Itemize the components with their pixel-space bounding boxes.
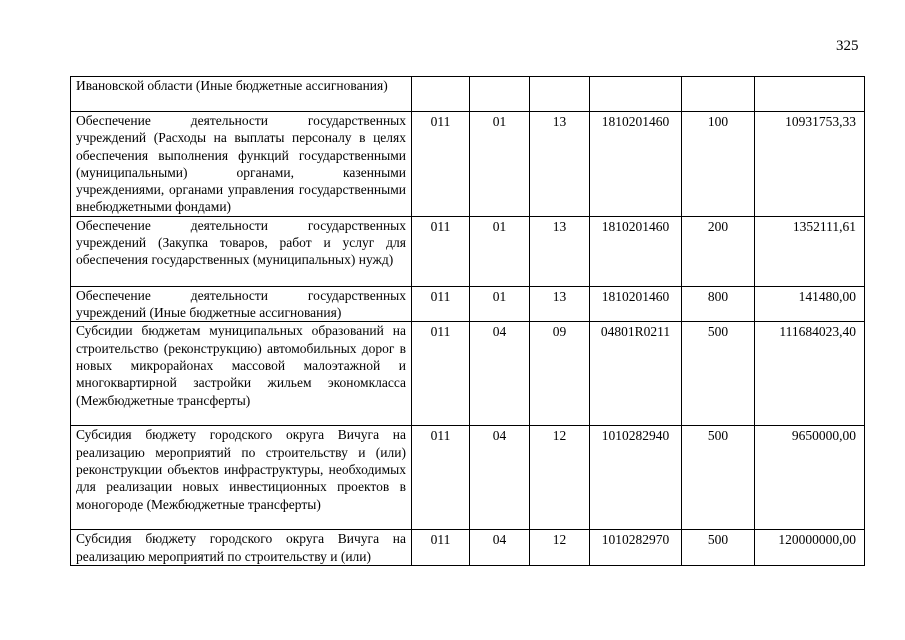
target-code-cell: 1010282940 <box>590 426 682 530</box>
table-row <box>71 530 865 566</box>
ministry-code-cell: 011 <box>412 322 470 426</box>
ministry-code-cell: 011 <box>412 286 470 322</box>
amount-cell: 111684023,40 <box>755 322 865 426</box>
ministry-code-cell: 011 <box>412 112 470 217</box>
amount-cell: 120000000,00 <box>755 530 865 566</box>
row-name-cell: Обеспечение деятельности государственных учреждений (Расходы на выплаты персоналу в целях обеспечения выполнения функций государственными (муниципальными) органами, казенными учреждениями, органами управления государственными внебюджетными фондами) <box>71 112 412 217</box>
target-code-cell <box>590 77 682 112</box>
target-code-cell: 1810201460 <box>590 286 682 322</box>
table-row <box>71 426 865 530</box>
ministry-code-cell <box>412 77 470 112</box>
section-code-cell: 04 <box>470 322 530 426</box>
row-name-cell: Субсидии бюджетам муниципальных образований на строительство (реконструкцию) автомобильных дорог в новых микрорайонах массовой малоэтажной и многоквартирной застройки жильем экономкласса (Межбюджетные трансферты) <box>71 322 412 426</box>
section-code-cell: 04 <box>470 530 530 566</box>
expense-type-cell: 100 <box>682 112 755 217</box>
page-number: 325 <box>836 38 859 54</box>
table-row <box>71 286 865 322</box>
row-name-cell: Субсидия бюджету городского округа Вичуга на реализацию мероприятий по строительству и (или) реконструкции объектов инфраструктуры, необходимых для реализации новых инвестиционных проектов в моногороде (Межбюджетные трансферты) <box>71 426 412 530</box>
section-code-cell: 01 <box>470 216 530 286</box>
section-code-cell: 01 <box>470 112 530 217</box>
row-name-cell: Обеспечение деятельности государственных учреждений (Иные бюджетные ассигнования) <box>71 286 412 322</box>
row-name-cell: Субсидия бюджету городского округа Вичуга на реализацию мероприятий по строительству и (или) <box>71 530 412 566</box>
target-code-cell: 04801R0211 <box>590 322 682 426</box>
amount-cell: 141480,00 <box>755 286 865 322</box>
subsection-code-cell: 13 <box>530 286 590 322</box>
table-row <box>71 112 865 217</box>
subsection-code-cell <box>530 77 590 112</box>
target-code-cell: 1810201460 <box>590 216 682 286</box>
target-code-cell: 1010282970 <box>590 530 682 566</box>
expense-type-cell: 500 <box>682 530 755 566</box>
table-row <box>71 322 865 426</box>
amount-cell <box>755 77 865 112</box>
row-name-cell: Обеспечение деятельности государственных учреждений (Закупка товаров, работ и услуг для обеспечения государственных (муниципальных) нужд) <box>71 216 412 286</box>
subsection-code-cell: 13 <box>530 112 590 217</box>
target-code-cell: 1810201460 <box>590 112 682 217</box>
subsection-code-cell: 13 <box>530 216 590 286</box>
amount-cell: 1352111,61 <box>755 216 865 286</box>
expense-type-cell: 800 <box>682 286 755 322</box>
row-name-cell: Ивановской области (Иные бюджетные ассигнования) <box>71 77 412 112</box>
expense-type-cell: 500 <box>682 426 755 530</box>
section-code-cell: 01 <box>470 286 530 322</box>
expense-type-cell <box>682 77 755 112</box>
budget-table <box>70 76 865 566</box>
ministry-code-cell: 011 <box>412 216 470 286</box>
table-row <box>71 216 865 286</box>
subsection-code-cell: 12 <box>530 426 590 530</box>
subsection-code-cell: 12 <box>530 530 590 566</box>
amount-cell: 9650000,00 <box>755 426 865 530</box>
expense-type-cell: 500 <box>682 322 755 426</box>
section-code-cell <box>470 77 530 112</box>
table-row <box>71 77 865 112</box>
subsection-code-cell: 09 <box>530 322 590 426</box>
amount-cell: 10931753,33 <box>755 112 865 217</box>
ministry-code-cell: 011 <box>412 530 470 566</box>
section-code-cell: 04 <box>470 426 530 530</box>
ministry-code-cell: 011 <box>412 426 470 530</box>
expense-type-cell: 200 <box>682 216 755 286</box>
